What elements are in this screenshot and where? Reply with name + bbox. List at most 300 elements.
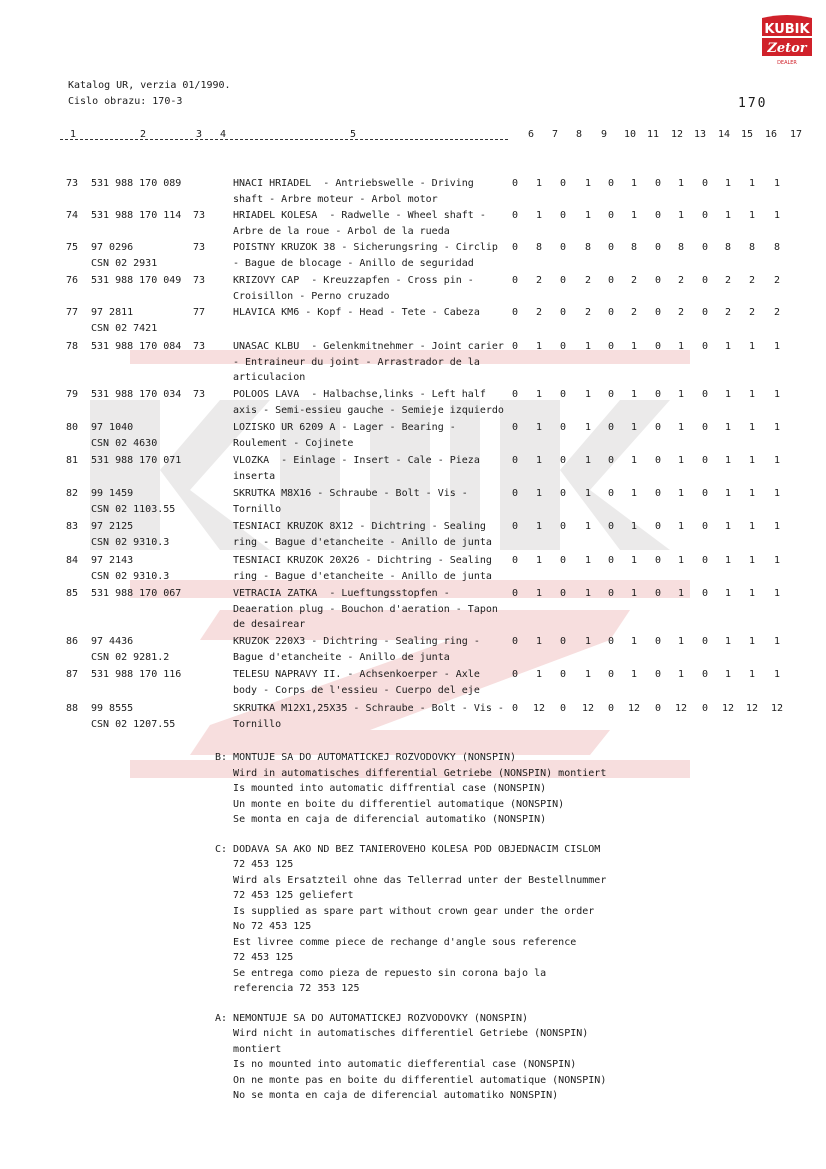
part-number-line: 99 1459 <box>91 488 134 499</box>
quantity-col-8: 0 <box>559 341 567 352</box>
quantity-col-11: 1 <box>630 178 638 189</box>
quantity-col-11: 1 <box>630 588 638 599</box>
part-number <box>91 305 157 336</box>
description-line: SKRUTKA M8X16 - Schraube - Bolt - Vis - <box>233 488 468 499</box>
description-line: ring - Bague d'etancheite - Anillo de junta <box>233 570 492 582</box>
quantity-col-11: 8 <box>630 242 638 253</box>
part-number <box>91 701 175 732</box>
quantity-col-13: 1 <box>677 178 685 189</box>
part-description <box>233 305 523 321</box>
quantity-col-9: 1 <box>584 669 592 680</box>
part-description <box>233 387 523 418</box>
quantity-col-7: 1 <box>535 636 543 647</box>
quantity-col-12: 0 <box>654 669 662 680</box>
quantity-col-12: 0 <box>654 307 662 318</box>
quantity-col-10: 0 <box>607 422 615 433</box>
column-number-5: 5 <box>350 129 357 140</box>
footnote <box>215 1011 606 1104</box>
part-description <box>233 486 523 517</box>
quantity-col-13: 1 <box>677 588 685 599</box>
quantity-col-12: 0 <box>654 242 662 253</box>
description-line: HLAVICA KM6 - Kopf - Head - Tete - Cabeza <box>233 307 480 318</box>
quantity-col-10: 0 <box>607 178 615 189</box>
quantity-col-14: 0 <box>701 488 709 499</box>
part-number <box>91 387 181 403</box>
quantity-col-14: 0 <box>701 636 709 647</box>
quantity-col-14: 0 <box>701 588 709 599</box>
quantity-col-16: 2 <box>748 275 756 286</box>
column-number-7: 7 <box>552 129 559 140</box>
quantity-col-13: 1 <box>677 210 685 221</box>
quantity-col-9: 1 <box>584 521 592 532</box>
quantity-col-17: 1 <box>773 555 781 566</box>
quantity-col-7: 1 <box>535 555 543 566</box>
part-number <box>91 273 181 289</box>
description-line: KRUZOK 220X3 - Dichtring - Sealing ring - <box>233 636 480 647</box>
description-line: body - Corps de l'essieu - Cuerpo del eje <box>233 684 480 696</box>
quantity-col-11: 1 <box>630 210 638 221</box>
description-line: UNASAC KLBU - Gelenkmitnehmer - Joint carier <box>233 341 504 352</box>
quantity-col-11: 12 <box>627 703 641 714</box>
quantity-col-6: 0 <box>511 307 519 318</box>
quantity-col-7: 1 <box>535 178 543 189</box>
quantity-col-13: 1 <box>677 455 685 466</box>
quantity-col-17: 1 <box>773 178 781 189</box>
quantity-col-15: 1 <box>724 669 732 680</box>
quantity-col-10: 0 <box>607 488 615 499</box>
description-line: inserta <box>233 470 276 482</box>
quantity-col-13: 2 <box>677 307 685 318</box>
quantity-col-17: 1 <box>773 636 781 647</box>
part-number-line: CSN 02 1103.55 <box>91 503 176 515</box>
footnote-line: No se monta en caja de diferencial automatiko NONSPIN) <box>215 1090 559 1101</box>
quantity-col-16: 2 <box>748 307 756 318</box>
page-code: 170 <box>738 96 768 111</box>
quantity-col-17: 1 <box>773 389 781 400</box>
kubik-zetor-logo <box>758 12 816 68</box>
part-number-line: 97 2143 <box>91 555 134 566</box>
part-number-line: 99 8555 <box>91 703 134 714</box>
quantity-col-9: 2 <box>584 307 592 318</box>
logo-tag: DEALER <box>777 60 797 66</box>
quantity-col-10: 0 <box>607 555 615 566</box>
description-line: POISTNY KRUZOK 38 - Sicherungsring - Circlip <box>233 242 498 253</box>
quantity-col-11: 1 <box>630 488 638 499</box>
quantity-col-9: 1 <box>584 210 592 221</box>
column-number-13: 13 <box>694 129 707 140</box>
position-number: 81 <box>66 455 79 466</box>
quantity-col-15: 1 <box>724 488 732 499</box>
part-number-line: 97 4436 <box>91 636 134 647</box>
quantity-col-16: 1 <box>748 341 756 352</box>
quantity-col-15: 1 <box>724 422 732 433</box>
quantity-col-7: 2 <box>535 275 543 286</box>
group-ref: 73 <box>193 389 206 400</box>
quantity-col-16: 1 <box>748 588 756 599</box>
part-number-line: CSN 02 7421 <box>91 322 158 334</box>
position-number: 88 <box>66 703 79 714</box>
quantity-col-16: 1 <box>748 422 756 433</box>
quantity-col-9: 1 <box>584 178 592 189</box>
quantity-col-6: 0 <box>511 389 519 400</box>
quantity-col-16: 1 <box>748 555 756 566</box>
quantity-col-6: 0 <box>511 703 519 714</box>
quantity-col-12: 0 <box>654 455 662 466</box>
quantity-col-17: 1 <box>773 455 781 466</box>
quantity-col-6: 0 <box>511 178 519 189</box>
quantity-col-12: 0 <box>654 555 662 566</box>
quantity-col-17: 1 <box>773 341 781 352</box>
quantity-col-17: 2 <box>773 275 781 286</box>
description-line: LOZISKO UR 6209 A - Lager - Bearing - <box>233 422 456 433</box>
quantity-col-17: 12 <box>770 703 784 714</box>
quantity-col-10: 0 <box>607 669 615 680</box>
quantity-col-9: 12 <box>581 703 595 714</box>
quantity-col-12: 0 <box>654 341 662 352</box>
part-number-line: CSN 02 9310.3 <box>91 536 170 548</box>
part-number <box>91 240 157 271</box>
part-number-line: 531 988 170 114 <box>91 210 182 221</box>
quantity-col-15: 1 <box>724 636 732 647</box>
column-number-10: 10 <box>624 129 637 140</box>
quantity-col-12: 0 <box>654 275 662 286</box>
quantity-col-8: 0 <box>559 307 567 318</box>
image-number: Cislo obrazu: 170-3 <box>68 96 183 107</box>
quantity-col-9: 1 <box>584 341 592 352</box>
quantity-col-14: 0 <box>701 389 709 400</box>
part-number-line: 531 988 170 071 <box>91 455 182 466</box>
part-description <box>233 176 523 207</box>
footnote-line: Se entrega como pieza de repuesto sin corona bajo la <box>215 967 547 979</box>
quantity-col-11: 1 <box>630 389 638 400</box>
part-number <box>91 486 175 517</box>
quantity-col-15: 2 <box>724 307 732 318</box>
position-number: 86 <box>66 636 79 647</box>
quantity-col-14: 0 <box>701 521 709 532</box>
quantity-col-7: 8 <box>535 242 543 253</box>
quantity-col-17: 8 <box>773 242 781 253</box>
quantity-col-11: 1 <box>630 341 638 352</box>
quantity-col-11: 2 <box>630 307 638 318</box>
quantity-col-9: 2 <box>584 275 592 286</box>
part-description <box>233 519 523 550</box>
quantity-col-10: 0 <box>607 242 615 253</box>
quantity-col-9: 1 <box>584 422 592 433</box>
column-number-header <box>60 127 803 143</box>
quantity-col-10: 0 <box>607 341 615 352</box>
part-description <box>233 208 523 239</box>
quantity-col-7: 1 <box>535 341 543 352</box>
quantity-col-15: 2 <box>724 275 732 286</box>
position-number: 83 <box>66 521 79 532</box>
quantity-col-12: 0 <box>654 703 662 714</box>
column-number-2: 2 <box>140 129 147 140</box>
column-number-14: 14 <box>718 129 731 140</box>
quantity-col-14: 0 <box>701 455 709 466</box>
part-number <box>91 208 181 224</box>
part-number <box>91 420 157 451</box>
part-number <box>91 453 181 469</box>
quantity-col-8: 0 <box>559 422 567 433</box>
group-ref: 73 <box>193 275 206 286</box>
footnote-line: 72 453 125 <box>215 859 294 870</box>
footnote-line: Est livree comme piece de rechange d'angle sous reference <box>215 936 577 948</box>
quantity-col-6: 0 <box>511 488 519 499</box>
logo-sub: Zetor <box>767 41 807 56</box>
column-number-3: 3 <box>196 129 203 140</box>
part-number-line: 531 988 170 084 <box>91 341 182 352</box>
quantity-col-10: 0 <box>607 275 615 286</box>
part-description <box>233 453 523 484</box>
description-line: shaft - Arbre moteur - Arbol motor <box>233 193 438 205</box>
quantity-col-15: 1 <box>724 521 732 532</box>
quantity-col-7: 12 <box>532 703 546 714</box>
description-line: Roulement - Cojinete <box>233 437 354 449</box>
quantity-col-6: 0 <box>511 455 519 466</box>
quantity-col-17: 1 <box>773 521 781 532</box>
quantity-col-7: 1 <box>535 389 543 400</box>
quantity-col-6: 0 <box>511 341 519 352</box>
quantity-col-17: 1 <box>773 488 781 499</box>
quantity-col-6: 0 <box>511 521 519 532</box>
quantity-col-12: 0 <box>654 178 662 189</box>
quantity-col-6: 0 <box>511 636 519 647</box>
column-number-12: 12 <box>671 129 684 140</box>
quantity-col-11: 1 <box>630 636 638 647</box>
position-number: 76 <box>66 275 79 286</box>
quantity-col-16: 1 <box>748 488 756 499</box>
footnote-line: Wird als Ersatzteil ohne das Tellerrad unter der Bestellnummer <box>215 874 607 886</box>
quantity-col-10: 0 <box>607 703 615 714</box>
footnote-line: C: DODAVA SA AKO ND BEZ TANIEROVEHO KOLESA POD OBJEDNACIM CISLOM <box>215 843 601 855</box>
quantity-col-15: 1 <box>724 588 732 599</box>
description-line: HRIADEL KOLESA - Radwelle - Wheel shaft - <box>233 210 486 221</box>
part-number-line: CSN 02 1207.55 <box>91 718 176 730</box>
quantity-col-13: 2 <box>677 275 685 286</box>
part-number <box>91 634 169 665</box>
quantity-col-7: 1 <box>535 669 543 680</box>
quantity-col-10: 0 <box>607 455 615 466</box>
description-line: de desairear <box>233 619 306 630</box>
part-description <box>233 586 523 633</box>
part-description <box>233 701 523 732</box>
quantity-col-14: 0 <box>701 703 709 714</box>
quantity-col-10: 0 <box>607 588 615 599</box>
footnote-line: Wird in automatisches differential Getriebe (NONSPIN) montiert <box>215 767 607 779</box>
part-description <box>233 667 523 698</box>
footnote-line: On ne monte pas en boite du differentiel automatique (NONSPIN) <box>215 1074 607 1086</box>
quantity-col-14: 0 <box>701 307 709 318</box>
quantity-col-13: 1 <box>677 521 685 532</box>
quantity-col-12: 0 <box>654 521 662 532</box>
quantity-col-8: 0 <box>559 389 567 400</box>
quantity-col-15: 1 <box>724 389 732 400</box>
quantity-col-12: 0 <box>654 389 662 400</box>
header-rule <box>60 139 508 140</box>
quantity-col-7: 1 <box>535 521 543 532</box>
description-line: Bague d'etancheite - Anillo de junta <box>233 651 450 663</box>
footnote-line: montiert <box>215 1043 282 1055</box>
quantity-col-10: 0 <box>607 307 615 318</box>
description-line: ring - Bague d'etancheite - Anillo de junta <box>233 536 492 548</box>
footnote-line: Wird nicht in automatisches differentiel Getriebe (NONSPIN) <box>215 1028 589 1039</box>
quantity-col-12: 0 <box>654 488 662 499</box>
position-number: 75 <box>66 242 79 253</box>
part-number-line: CSN 02 2931 <box>91 257 158 269</box>
description-line: Tornillo <box>233 718 282 730</box>
part-description <box>233 240 523 271</box>
position-number: 87 <box>66 669 79 680</box>
description-line: VETRACIA ZATKA - Lueftungsstopfen - <box>233 588 450 599</box>
quantity-col-8: 0 <box>559 275 567 286</box>
quantity-col-8: 0 <box>559 588 567 599</box>
quantity-col-6: 0 <box>511 242 519 253</box>
description-line: axis - Semi-essieu gauche - Semieje izquierdo <box>233 404 504 416</box>
footnote-line: B: MONTUJE SA DO AUTOMATICKEJ ROZVODOVKY (NONSPIN) <box>215 752 517 763</box>
part-number <box>91 339 181 355</box>
description-line: - Bague de blocage - Anillo de seguridad <box>233 257 474 269</box>
description-line: HNACI HRIADEL - Antriebswelle - Driving <box>233 178 474 189</box>
quantity-col-16: 1 <box>748 178 756 189</box>
quantity-col-7: 1 <box>535 210 543 221</box>
quantity-col-10: 0 <box>607 210 615 221</box>
quantity-col-9: 1 <box>584 588 592 599</box>
footnote-line: Un monte en boite du differentiel automatique (NONSPIN) <box>215 798 565 810</box>
quantity-col-8: 0 <box>559 521 567 532</box>
quantity-col-17: 1 <box>773 210 781 221</box>
part-number <box>91 586 181 602</box>
quantity-col-6: 0 <box>511 588 519 599</box>
quantity-col-6: 0 <box>511 422 519 433</box>
quantity-col-7: 1 <box>535 488 543 499</box>
quantity-col-16: 1 <box>748 636 756 647</box>
quantity-col-16: 12 <box>745 703 759 714</box>
part-number <box>91 553 169 584</box>
footnote <box>215 750 606 828</box>
description-line: SKRUTKA M12X1,25X35 - Schraube - Bolt - Vis - <box>233 703 504 714</box>
quantity-col-15: 8 <box>724 242 732 253</box>
group-ref: 73 <box>193 242 206 253</box>
description-line: TESNIACI KRUZOK 8X12 - Dichtring - Sealing <box>233 521 486 532</box>
quantity-col-17: 1 <box>773 669 781 680</box>
group-ref: 77 <box>193 307 206 318</box>
quantity-col-7: 1 <box>535 422 543 433</box>
quantity-col-13: 1 <box>677 555 685 566</box>
part-number <box>91 667 181 683</box>
quantity-col-14: 0 <box>701 242 709 253</box>
position-number: 80 <box>66 422 79 433</box>
part-description <box>233 420 523 451</box>
quantity-col-14: 0 <box>701 178 709 189</box>
footnote-line: 72 453 125 geliefert <box>215 890 354 901</box>
quantity-col-8: 0 <box>559 455 567 466</box>
quantity-col-8: 0 <box>559 669 567 680</box>
description-line: Croisillon - Perno cruzado <box>233 290 390 302</box>
description-line: KRIZOVY CAP - Kreuzzapfen - Cross pin - <box>233 275 474 286</box>
quantity-col-17: 1 <box>773 588 781 599</box>
footnote-line: referencia 72 353 125 <box>215 983 360 994</box>
quantity-col-10: 0 <box>607 389 615 400</box>
description-line: VLOZKA - Einlage - Insert - Cale - Pieza <box>233 455 480 466</box>
quantity-col-11: 2 <box>630 275 638 286</box>
quantity-col-15: 1 <box>724 210 732 221</box>
quantity-col-16: 1 <box>748 389 756 400</box>
part-number-line: 97 2811 <box>91 307 134 318</box>
quantity-col-15: 12 <box>721 703 735 714</box>
part-number-line: CSN 02 9281.2 <box>91 651 170 663</box>
quantity-col-11: 1 <box>630 521 638 532</box>
footnote-line: Is no mounted into automatic diefferential case (NONSPIN) <box>215 1059 577 1070</box>
quantity-col-13: 1 <box>677 422 685 433</box>
part-number <box>91 519 169 550</box>
column-number-8: 8 <box>576 129 583 140</box>
quantity-col-15: 1 <box>724 555 732 566</box>
quantity-col-16: 1 <box>748 521 756 532</box>
quantity-col-9: 1 <box>584 488 592 499</box>
quantity-col-12: 0 <box>654 636 662 647</box>
quantity-col-6: 0 <box>511 210 519 221</box>
quantity-col-15: 1 <box>724 455 732 466</box>
part-number <box>91 176 181 192</box>
quantity-col-8: 0 <box>559 555 567 566</box>
part-number-line: 97 1040 <box>91 422 134 433</box>
quantity-col-11: 1 <box>630 422 638 433</box>
quantity-col-14: 0 <box>701 555 709 566</box>
quantity-col-9: 1 <box>584 636 592 647</box>
quantity-col-8: 0 <box>559 636 567 647</box>
footnote-line: Se monta en caja de diferencial automatiko (NONSPIN) <box>215 814 547 825</box>
quantity-col-9: 1 <box>584 555 592 566</box>
part-number-line: 531 988 170 049 <box>91 275 182 286</box>
position-number: 82 <box>66 488 79 499</box>
description-line: Deaeration plug - Bouchon d'aeration - Tapon <box>233 603 498 615</box>
description-line: Arbre de la roue - Arbol de la rueda <box>233 225 450 237</box>
quantity-col-9: 8 <box>584 242 592 253</box>
quantity-col-12: 0 <box>654 422 662 433</box>
quantity-col-6: 0 <box>511 275 519 286</box>
group-ref: 73 <box>193 341 206 352</box>
column-number-6: 6 <box>528 129 535 140</box>
quantity-col-7: 2 <box>535 307 543 318</box>
quantity-col-14: 0 <box>701 422 709 433</box>
position-number: 77 <box>66 307 79 318</box>
quantity-col-8: 0 <box>559 178 567 189</box>
footnote-line: Is mounted into automatic diffrential case (NONSPIN) <box>215 783 547 794</box>
quantity-col-14: 0 <box>701 210 709 221</box>
quantity-col-9: 1 <box>584 389 592 400</box>
quantity-col-16: 1 <box>748 455 756 466</box>
part-description <box>233 634 523 665</box>
position-number: 85 <box>66 588 79 599</box>
description-line: articulacion <box>233 372 306 383</box>
quantity-col-7: 1 <box>535 588 543 599</box>
quantity-col-8: 0 <box>559 210 567 221</box>
part-number-line: 531 988 170 034 <box>91 389 182 400</box>
quantity-col-13: 8 <box>677 242 685 253</box>
footnote-line: No 72 453 125 <box>215 921 312 932</box>
footnote-line: 72 453 125 <box>215 952 294 963</box>
column-number-4: 4 <box>220 129 227 140</box>
catalog-version: Katalog UR, verzia 01/1990. <box>68 80 231 91</box>
footnote <box>215 842 606 997</box>
footnotes <box>215 750 606 1118</box>
quantity-col-6: 0 <box>511 669 519 680</box>
quantity-col-11: 1 <box>630 455 638 466</box>
quantity-col-15: 1 <box>724 178 732 189</box>
quantity-col-8: 0 <box>559 703 567 714</box>
quantity-col-14: 0 <box>701 341 709 352</box>
footnote-line: A: NEMONTUJE SA DO AUTOMATICKEJ ROZVODOVKY (NONSPIN) <box>215 1012 529 1024</box>
